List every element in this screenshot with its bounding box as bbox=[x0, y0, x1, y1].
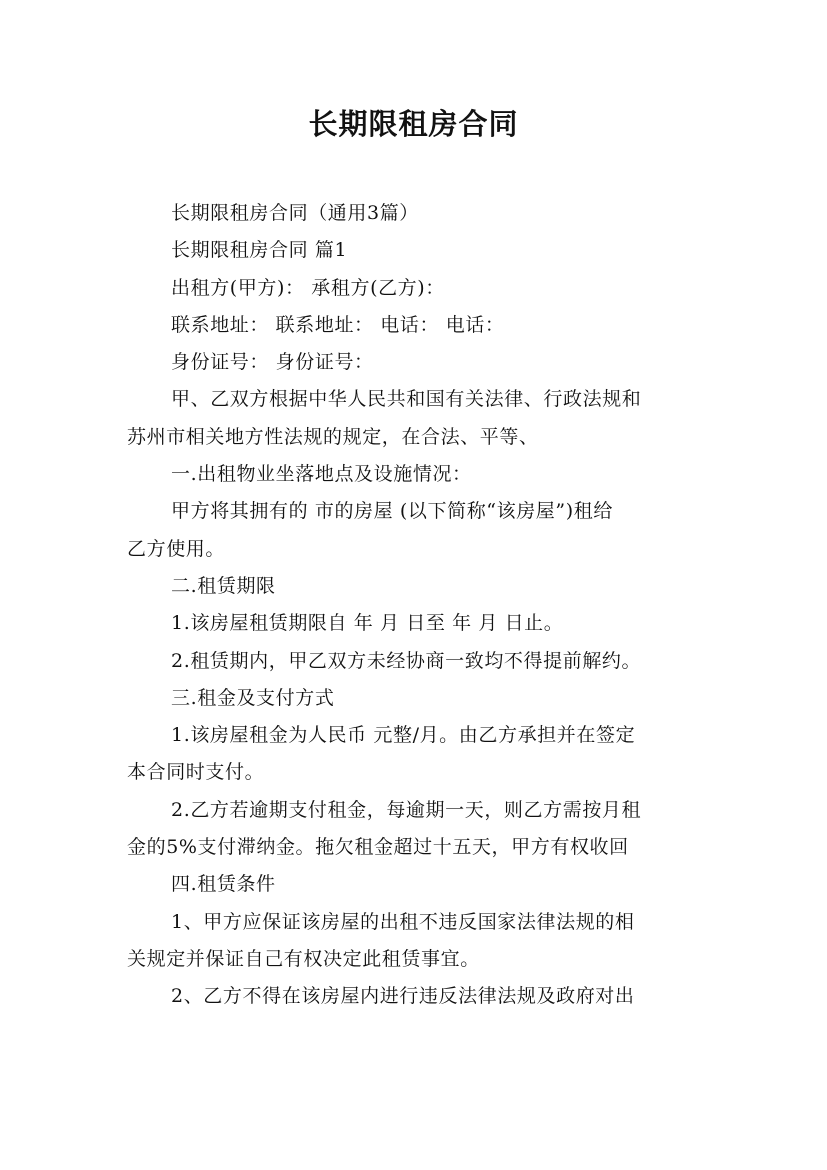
paragraph-line: 联系地址： 联系地址： 电话： 电话： bbox=[171, 313, 505, 336]
paragraph-line: 关规定并保证自己有权决定此租赁事宜。 bbox=[127, 947, 480, 970]
section-heading: 四.租赁条件 bbox=[171, 873, 276, 896]
document-body bbox=[127, 195, 717, 1016]
paragraph-line: 长期限租房合同（通用3篇） bbox=[171, 202, 419, 224]
paragraph-line: 2.租赁期内，甲乙双方未经协商一致均不得提前解约。 bbox=[171, 649, 642, 672]
paragraph-line: 金的5%支付滞纳金。拖欠租金超过十五天，甲方有权收回 bbox=[127, 836, 629, 859]
paragraph-line: 乙方使用。 bbox=[127, 537, 226, 560]
paragraph-line: 本合同时支付。 bbox=[127, 761, 265, 784]
paragraph-line: 甲方将其拥有的 市的房屋 (以下简称“该房屋”)租给 bbox=[171, 500, 613, 523]
paragraph-line: 苏州市相关地方性法规的规定，在合法、平等、 bbox=[127, 425, 539, 448]
document-title: 长期限租房合同 bbox=[308, 107, 519, 141]
paragraph-line: 出租方(甲方)： 承租方(乙方)： bbox=[171, 276, 445, 299]
section-heading: 三.租金及支付方式 bbox=[171, 686, 335, 709]
paragraph-line: 身份证号： 身份证号： bbox=[171, 351, 374, 374]
paragraph-line: 1、甲方应保证该房屋的出租不违反国家法律法规的相 bbox=[171, 910, 635, 933]
paragraph-line: 2、乙方不得在该房屋内进行违反法律法规及政府对出 bbox=[171, 985, 635, 1008]
paragraph-line: 1.该房屋租赁期限自 年 月 日至 年 月 日止。 bbox=[171, 612, 564, 635]
section-heading: 二.租赁期限 bbox=[171, 574, 276, 597]
paragraph-line: 长期限租房合同 篇1 bbox=[171, 239, 348, 262]
section-heading: 一.出租物业坐落地点及设施情况： bbox=[171, 463, 472, 486]
paragraph-line: 2.乙方若逾期支付租金，每逾期一天，则乙方需按月租 bbox=[171, 798, 642, 821]
paragraph-line: 1.该房屋租金为人民币 元整/月。由乙方承担并在签定 bbox=[171, 724, 636, 747]
paragraph-line: 甲、乙双方根据中华人民共和国有关法律、行政法规和 bbox=[171, 388, 642, 411]
